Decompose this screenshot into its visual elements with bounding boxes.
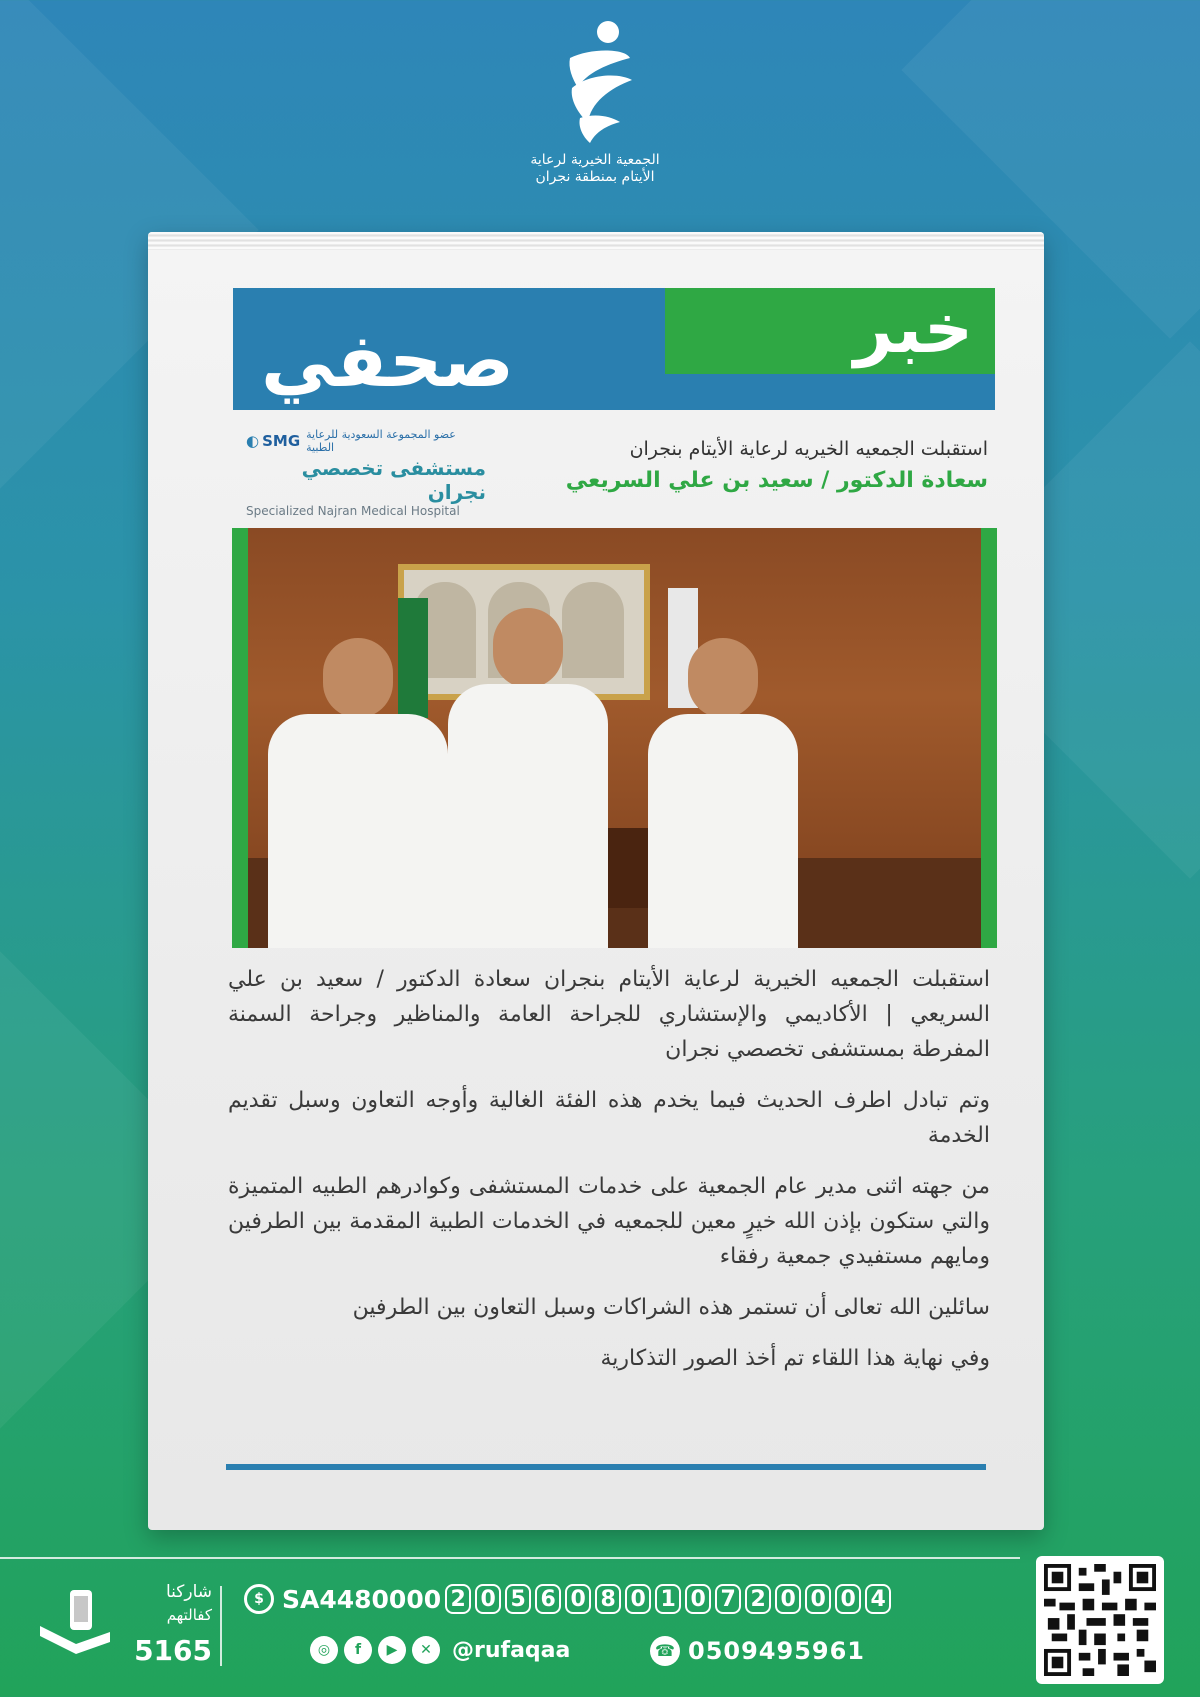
iban-digit: 4	[865, 1584, 891, 1614]
iban-digit: 6	[535, 1584, 561, 1614]
bank-icon: $	[244, 1584, 274, 1614]
social-handle[interactable]: @rufaqaa	[452, 1637, 571, 1663]
phone-number[interactable]: 0509495961	[688, 1637, 865, 1665]
iban-digit: 5	[505, 1584, 531, 1614]
phone-row	[650, 1636, 865, 1666]
article-paragraph-3: من جهته اثنى مدير عام الجمعية على خدمات المستشفى وكوادرهم الطبيه المتميزة والتي ستكون بإذن الله خيرٍ معين للجمعيه في الخدمات الطبية المقدمة بين الطرفين ومايهم مستفيدي جمعية رفقاء	[228, 1174, 990, 1269]
share-sponsorship	[28, 1576, 218, 1676]
iban-row	[244, 1584, 891, 1614]
share-text-2: كفالتهم	[166, 1606, 212, 1624]
iban-digit: 2	[445, 1584, 471, 1614]
footer-divider	[0, 1557, 1020, 1559]
org-line-1: الجمعية الخيرية لرعاية	[530, 152, 660, 168]
share-text-1: شاركنا	[165, 1582, 212, 1602]
press-news-banner	[233, 288, 995, 410]
qr-code[interactable]	[1036, 1556, 1164, 1684]
person-right	[648, 638, 798, 948]
meeting-photo	[232, 528, 997, 948]
banner-word-bottom: صحفي	[261, 318, 514, 404]
smg-row	[246, 428, 486, 454]
article-paragraph-2: وتم تبادل اطرف الحديث فيما يخدم هذه الفئة الغالية وأوجه التعاون وسبل تقديم الخدمة	[228, 1088, 990, 1148]
x-icon[interactable]: ✕	[412, 1636, 440, 1664]
person-center	[448, 608, 608, 948]
iban-prefix: SA4480000	[282, 1584, 442, 1614]
sms-hand-icon	[36, 1586, 116, 1656]
article-rule	[226, 1464, 986, 1470]
iban-digit: 0	[775, 1584, 801, 1614]
logo-emblem-icon	[550, 18, 640, 148]
phone-icon: ☎	[650, 1636, 680, 1666]
org-line-2: الأيتام بمنطقة نجران	[535, 169, 655, 185]
organization-name	[505, 152, 685, 186]
iban-digit: 0	[805, 1584, 831, 1614]
smg-badge: ◐ SMG	[246, 432, 300, 450]
intro-line-1: استقبلت الجمعيه الخيريه لرعاية الأيتام بنجران	[629, 438, 988, 460]
intro-guest-name: سعادة الدكتور / سعيد بن علي السريعي	[565, 468, 988, 493]
footer-separator	[220, 1586, 222, 1666]
article-paragraph-4: سائلين الله تعالى أن تستمر هذه الشراكات وسبل التعاون بين الطرفين	[352, 1295, 990, 1320]
social-row	[310, 1636, 570, 1664]
banner-word-top: خبر	[853, 290, 973, 369]
iban-digit: 0	[475, 1584, 501, 1614]
article-paragraph-5: وفي نهاية هذا اللقاء تم أخذ الصور التذكارية	[600, 1346, 990, 1371]
iban-digit: 0	[835, 1584, 861, 1614]
iban-digit: 0	[625, 1584, 651, 1614]
iban-digit: 0	[565, 1584, 591, 1614]
article-body	[228, 962, 990, 1392]
iban-digit: 0	[685, 1584, 711, 1614]
article-paragraph-1: استقبلت الجمعيه الخيرية لرعاية الأيتام بنجران سعادة الدكتور / سعيد بن علي السريعي | الأكاديمي والإستشاري للجراحة العامة والمناظير وجراحة السمنة المفرطة بمستشفى تخصصي نجران	[228, 967, 990, 1062]
facebook-icon[interactable]: f	[344, 1636, 372, 1664]
qr-code-icon	[1044, 1564, 1156, 1676]
intro-block	[508, 438, 988, 493]
instagram-icon[interactable]: ◎	[310, 1636, 338, 1664]
hospital-logo	[246, 428, 486, 518]
share-number: 5165	[134, 1634, 212, 1667]
iban-digit: 7	[715, 1584, 741, 1614]
person-left	[268, 638, 448, 948]
iban-digit: 2	[745, 1584, 771, 1614]
youtube-icon[interactable]: ▶	[378, 1636, 406, 1664]
organization-logo	[505, 18, 685, 186]
hospital-name-ar: مستشفى تخصصي نجران	[301, 456, 486, 504]
hospital-name-en: Specialized Najran Medical Hospital	[246, 504, 460, 518]
smg-caption: عضو المجموعة السعودية للرعاية الطبية	[306, 428, 456, 454]
iban-digit: 1	[655, 1584, 681, 1614]
paper-fold	[148, 232, 1044, 250]
iban-digit: 8	[595, 1584, 621, 1614]
